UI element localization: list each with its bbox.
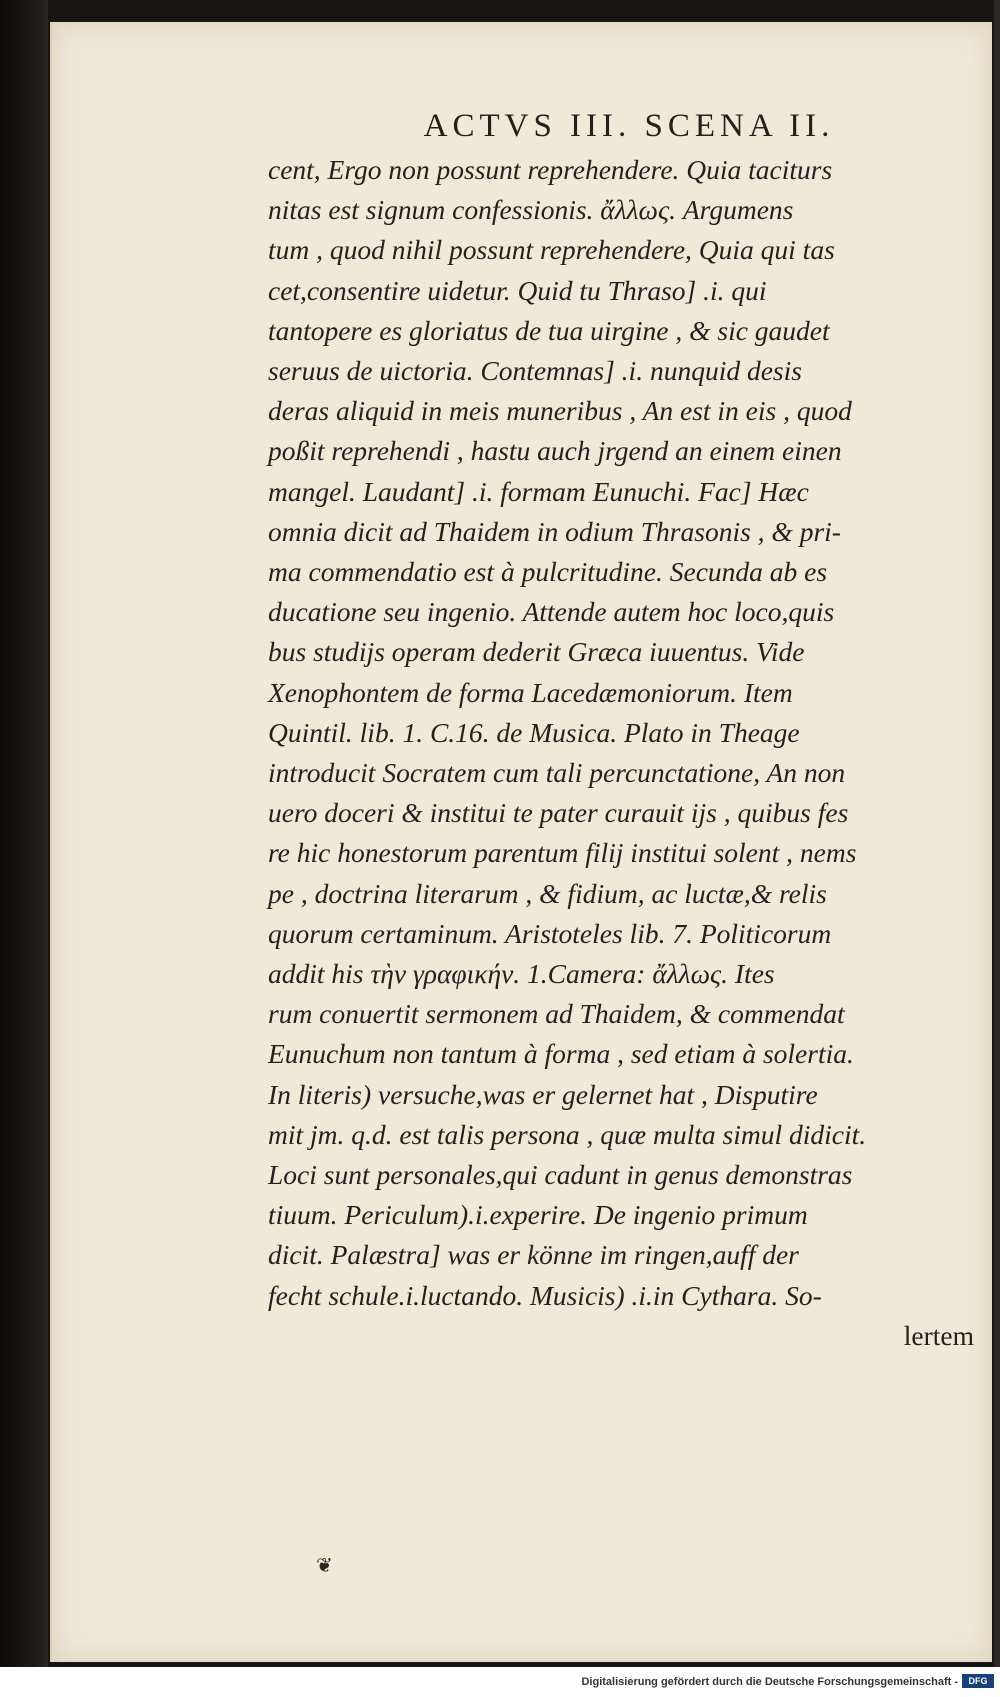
text-line: ducatione seu ingenio. Attende autem hoc loco,quis xyxy=(268,596,835,628)
text-line: mit jm. q.d. est talis persona , quæ multa simul didicit. xyxy=(268,1118,867,1150)
text-line: fecht schule.i.luctando. Musicis) .i.in Cythara. So- xyxy=(268,1279,822,1311)
text-line: cent, Ergo non possunt reprehendere. Quia taciturs xyxy=(268,154,833,185)
text-line: ma commendatio est à pulcritudine. Secunda ab es xyxy=(268,556,828,588)
dfg-logo: DFG xyxy=(962,1674,994,1688)
text-line: Xenophontem de forma Lacedæmoniorum. Item xyxy=(268,676,793,708)
text-line: mangel. Laudant] .i. formam Eunuchi. Fac] Hæc xyxy=(268,475,809,507)
funding-credit: Digitalisierung gefördert durch die Deutsche Forschungsgemeinschaft - xyxy=(581,1676,958,1688)
footer-bar xyxy=(0,1667,1000,1697)
text-line: tum , quod nihil possunt reprehendere, Quia qui tas xyxy=(268,234,835,266)
book-page xyxy=(50,22,992,1662)
text-line: tiuum. Periculum).i.experire. De ingenio primum xyxy=(268,1199,808,1231)
text-line: seruus de uictoria. Contemnas] .i. nunquid desis xyxy=(268,355,802,387)
text-line: Eunuchum non tantum à forma , sed etiam à solertia. xyxy=(268,1038,854,1070)
text-line: dicit. Palæstra] was er könne im ringen,auff der xyxy=(268,1239,799,1271)
text-line: omnia dicit ad Thaidem in odium Thrasonis , & pri- xyxy=(268,515,841,547)
page-edge-right xyxy=(994,0,1000,1667)
text-line: introducit Socratem cum tali percunctatione, An non xyxy=(268,757,846,789)
text-line: addit his τὴν γραφικήν. 1.Camera: ἄλλως. Ites xyxy=(268,958,775,990)
text-line: re hic honestorum parentum filij institui solent , nems xyxy=(268,837,857,869)
text-line: quorum certaminum. Aristoteles lib. 7. Politicorum xyxy=(268,917,832,949)
text-line: Loci sunt personales,qui cadunt in genus demonstras xyxy=(268,1159,853,1191)
text-lines xyxy=(268,150,984,1316)
catchword: lertem xyxy=(903,1319,974,1351)
book-spine-shadow xyxy=(0,0,48,1667)
text-line: bus studijs operam dederit Græca iuuentus. Vide xyxy=(268,636,805,668)
text-line: pe , doctrina literarum , & fidium, ac luctæ,& relis xyxy=(268,877,827,909)
running-header: ACTVS III. SCENA II. xyxy=(423,108,835,144)
text-line: nitas est signum confessionis. ἄλλως. Argumens xyxy=(268,194,794,226)
text-line: poßit reprehendi , hastu auch jrgend an einem einen xyxy=(268,435,842,467)
text-line: uero doceri & institui te pater curauit ijs , quibus fes xyxy=(268,797,849,829)
page-text-block xyxy=(268,106,984,1356)
text-line: deras aliquid in meis muneribus , An est in eis , quod xyxy=(268,395,852,427)
text-line: cet,consentire uidetur. Quid tu Thraso] .i. qui xyxy=(268,274,767,306)
text-line: rum conuertit sermonem ad Thaidem, & commendat xyxy=(268,998,845,1030)
text-line: Quintil. lib. 1. C.16. de Musica. Plato in Theage xyxy=(268,716,800,748)
text-line: tantopere es gloriatus de tua uirgine , & sic gaudet xyxy=(268,314,830,346)
text-line: In literis) versuche,was er gelernet hat , Disputire xyxy=(268,1078,818,1110)
ornament-icon: ❦ xyxy=(316,1553,333,1577)
